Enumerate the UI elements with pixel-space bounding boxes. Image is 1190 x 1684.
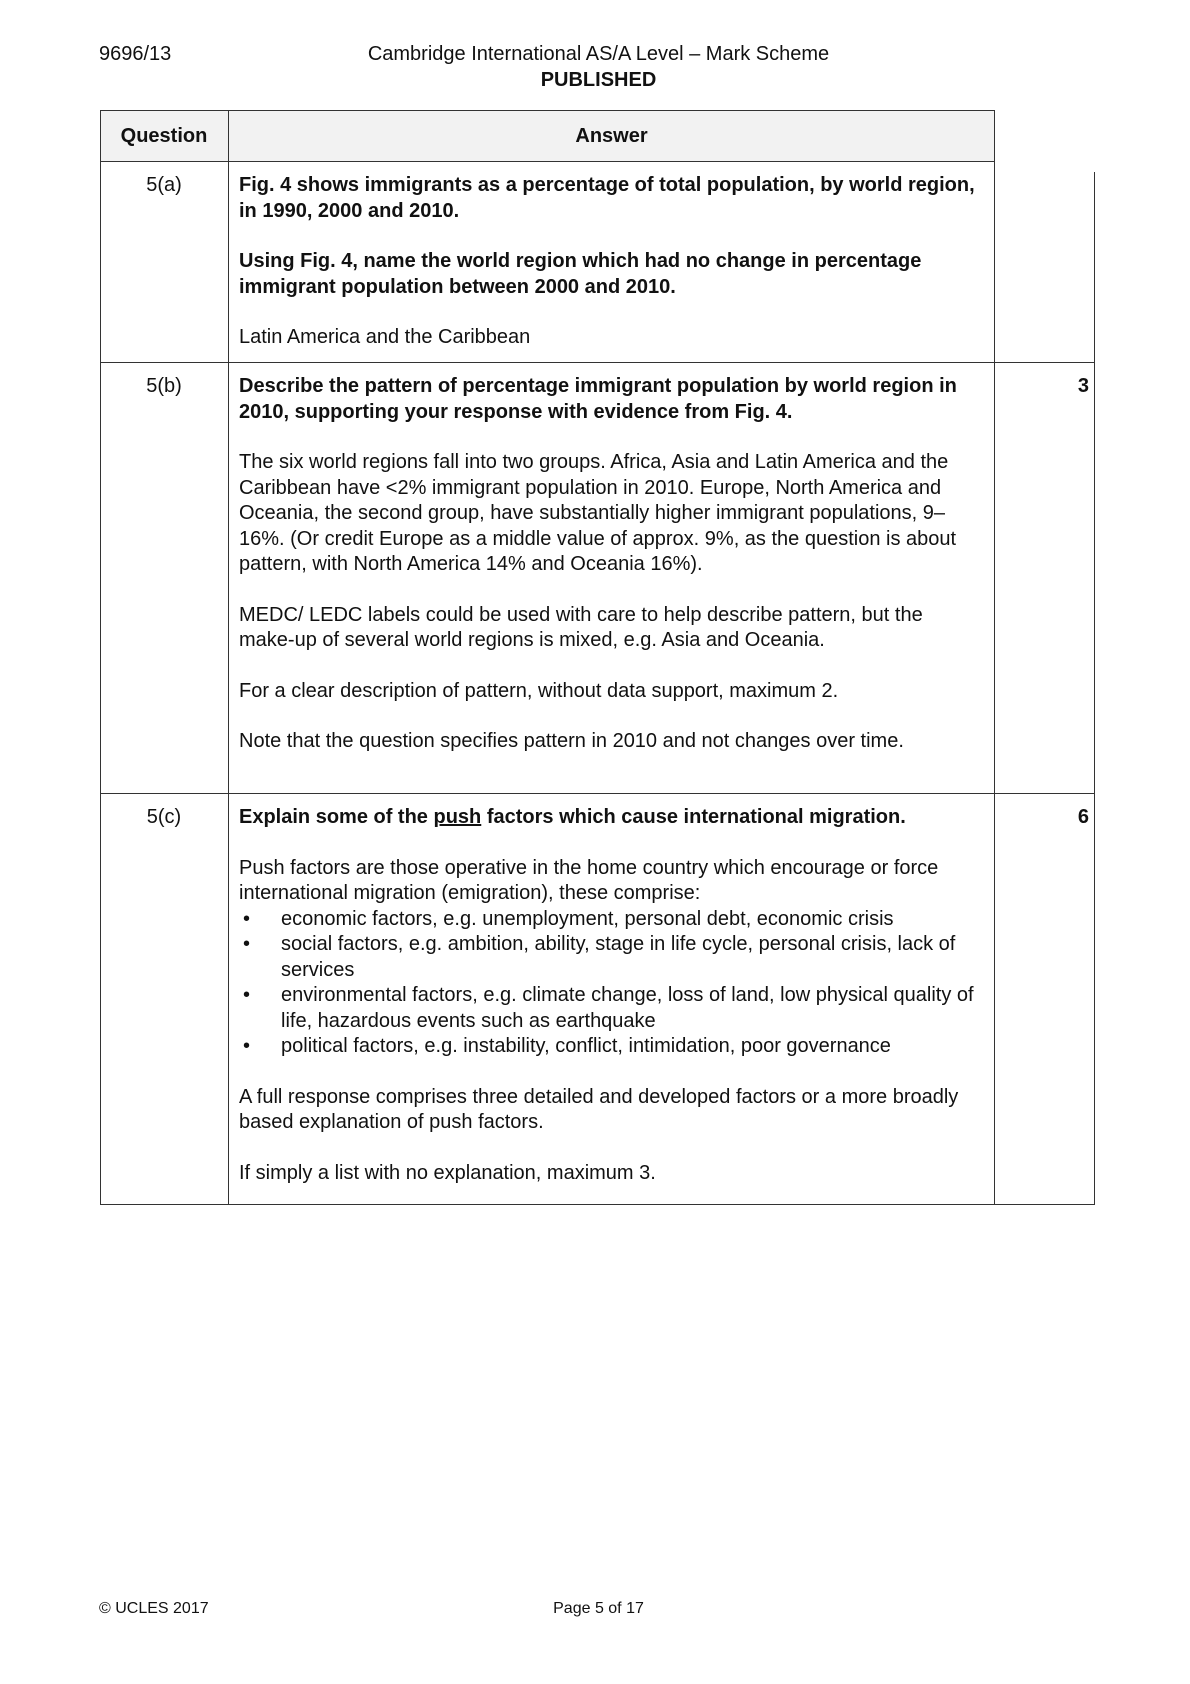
answer-text: Push factors are those operative in the home country which encourage or force international migration (emigration), these comprise: [239,856,939,904]
question-prompt [239,805,979,831]
header-question: Question [100,111,228,161]
header-divider [100,161,994,162]
table-border-left [100,110,101,1205]
question-number: 5(c) [146,806,182,828]
bullet-icon: • [243,907,251,930]
bullet-icon: • [243,933,251,955]
answer-text: Latin America and the Caribbean [239,326,531,348]
answer-cell [239,173,979,351]
page-number: Page 5 of 17 [553,1600,644,1617]
question-number: 5(b) [146,375,182,397]
mark-value: 6 [1077,806,1089,828]
list-item: • economic factors, e.g. unemployment, personal debt, economic crisis [239,907,979,933]
question-prompt: Fig. 4 shows immigrants as a percentage of total population, by world region, in 1990, 2000 and 2010. [239,174,975,222]
copyright: © UCLES 2017 [99,1600,209,1617]
table-border-top [100,110,994,111]
row-divider [100,362,1094,363]
answer-text: Note that the question specifies pattern in 2010 and not changes over time. [239,730,904,752]
question-prompt: Describe the pattern of percentage immigrant population by world region in 2010, supporting your response with evidence from Fig. 4. [239,375,957,423]
answer-text: For a clear description of pattern, without data support, maximum 2. [239,679,839,702]
document-title: Cambridge International AS/A Level – Mark Scheme [367,43,830,65]
list-item: • social factors, e.g. ambition, ability, stage in life cycle, personal crisis, lack of services [243,933,956,981]
prompt-text: factors which cause international migration. [481,806,906,828]
answer-text: The six world regions fall into two groups. Africa, Asia and Latin America and the Caribbean have <2% immigrant population in 2010. Europe, North America and Oceania, the second group, have substantially higher immigrant populations, 9–16%. (Or credit Europe as a middle value of approx. 9%, as the question is about pattern, with North America 14% and Oceania 16%). [239,451,957,575]
header-answer: Answer [229,111,994,161]
answer-text: MEDC/ LEDC labels could be used with care to help describe pattern, but the make-up of several world regions is mixed, e.g. Asia and Oceania. [239,603,923,651]
mark-value: 3 [1077,375,1089,397]
list-item: • environmental factors, e.g. climate change, loss of land, low physical quality of life, hazardous events such as earthquake [243,984,974,1032]
bullet-list [239,907,979,1060]
answer-text: A full response comprises three detailed and developed factors or a more broadly based explanation of push factors. [239,1085,959,1133]
column-divider [994,110,995,1205]
table-border-bottom [100,1204,1094,1205]
bullet-icon: • [243,1035,251,1057]
question-prompt: Using Fig. 4, name the world region which had no change in percentage immigrant population between 2000 and 2010. [239,250,922,298]
column-divider [228,110,229,1205]
prompt-text: Explain some of the [239,806,434,828]
row-divider [100,793,1094,794]
list-item: • political factors, e.g. instability, conflict, intimidation, poor governance [239,1034,979,1060]
answer-cell [239,374,979,755]
table-border-right [1094,172,1095,1205]
document-code: 9696/13 [99,43,172,65]
answer-text: If simply a list with no explanation, maximum 3. [239,1161,656,1184]
document-status: PUBLISHED [540,69,657,91]
answer-cell [239,805,979,1186]
question-number: 5(a) [146,174,182,196]
bullet-icon: • [243,984,251,1006]
prompt-underlined: push [433,806,482,828]
